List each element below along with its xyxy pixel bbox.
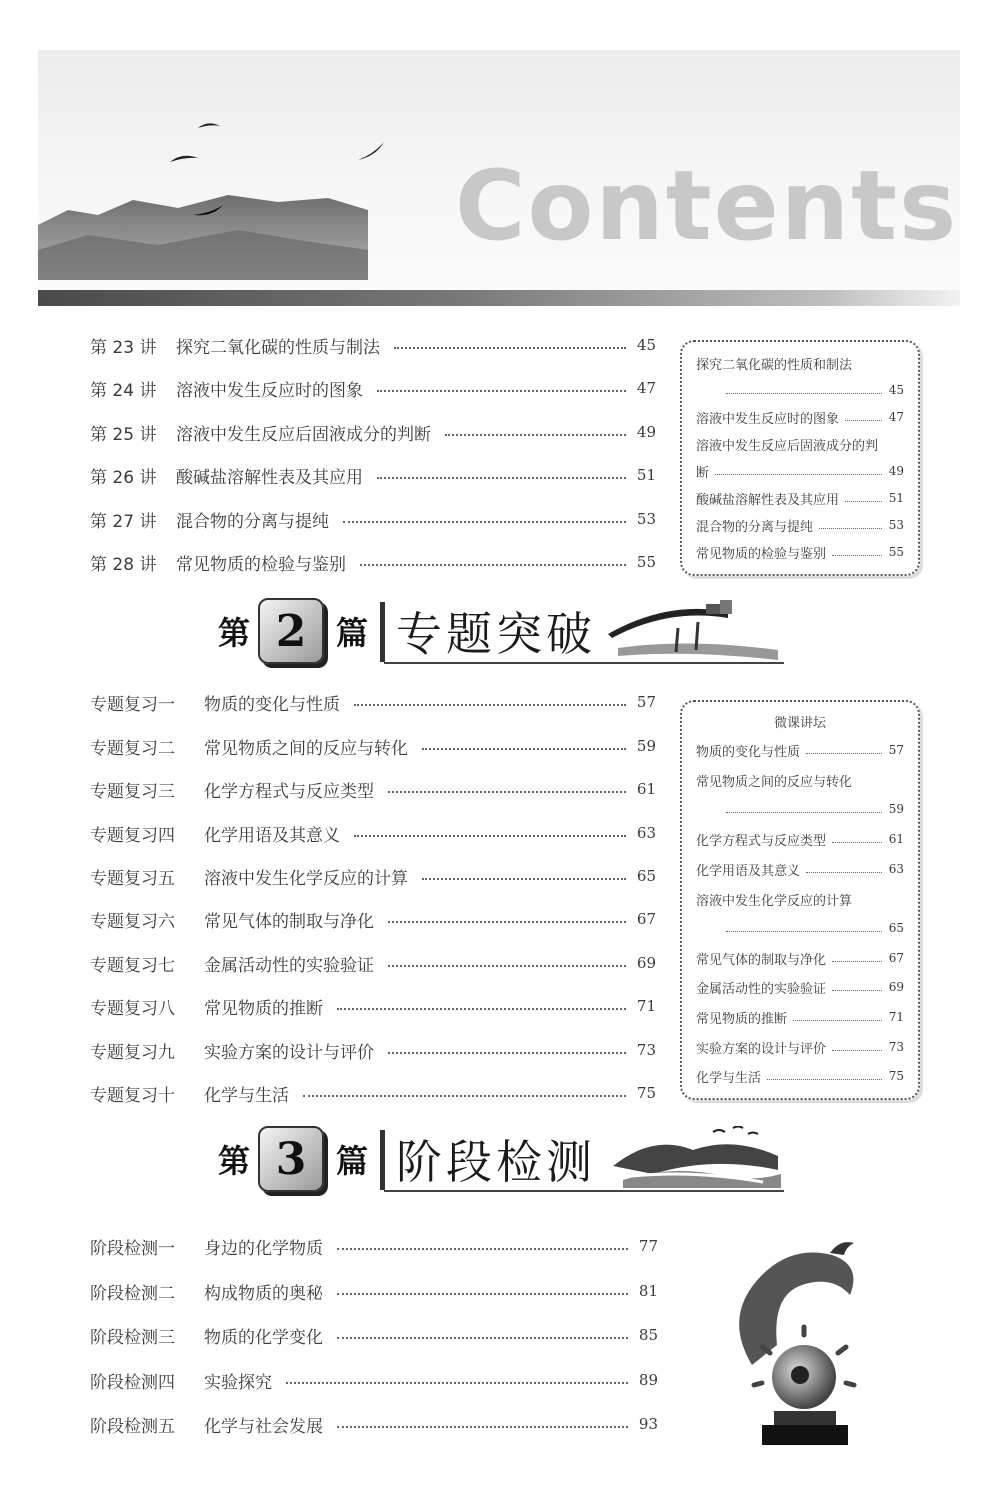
- side-item[interactable]: [696, 462, 904, 480]
- toc-row[interactable]: [90, 462, 656, 488]
- section-number-cube: [258, 598, 324, 664]
- review-number: 专题复习十: [90, 1085, 175, 1106]
- toc-row[interactable]: [90, 375, 656, 401]
- review-number: 专题复习一: [90, 694, 175, 715]
- review-title: 实验方案的设计与评价: [204, 1042, 374, 1063]
- page-number: 61: [636, 780, 656, 798]
- dot-leader: [767, 1079, 882, 1080]
- review-number: 专题复习五: [90, 868, 175, 889]
- dot-leader: [388, 791, 626, 793]
- page-number: 59: [636, 737, 656, 755]
- side-item[interactable]: [696, 1038, 904, 1056]
- toc-row[interactable]: [90, 419, 656, 445]
- side-item[interactable]: [696, 741, 904, 759]
- review-title: 化学方程式与反应类型: [204, 781, 374, 802]
- side-item-title: 常见物质的推断: [696, 1011, 788, 1027]
- dot-leader: [806, 872, 882, 873]
- sun-bird-sculpture-illustration: [722, 1235, 872, 1450]
- dot-leader: [388, 921, 626, 923]
- dot-leader: [343, 521, 626, 523]
- dot-leader: [726, 812, 882, 813]
- lecture-title: 溶液中发生反应时的图象: [176, 380, 363, 401]
- dot-leader: [377, 390, 626, 392]
- dot-leader: [445, 434, 626, 436]
- page-number: 55: [636, 553, 656, 571]
- dot-leader: [388, 1052, 626, 1054]
- section-title: 专题突破: [396, 607, 596, 661]
- dot-leader: [337, 1293, 628, 1295]
- side-item[interactable]: [696, 408, 904, 426]
- page-number: 77: [638, 1237, 658, 1255]
- side-item[interactable]: [696, 890, 904, 908]
- lecture-number: 第 23 讲: [90, 337, 157, 358]
- dot-leader: [337, 1337, 628, 1339]
- dot-leader: [388, 965, 626, 967]
- section-number: 3: [275, 1133, 307, 1185]
- toc-row[interactable]: [90, 993, 656, 1019]
- contents-title: Contents: [455, 150, 959, 262]
- dot-leader: [845, 501, 882, 502]
- test-number: 阶段检测五: [90, 1416, 175, 1437]
- lecture-number: 第 26 讲: [90, 467, 157, 488]
- side-item-title: 酸碱盐溶解性表及其应用: [696, 492, 840, 508]
- toc-row[interactable]: [90, 733, 656, 759]
- section-suffix: 篇: [336, 1142, 369, 1180]
- side-item[interactable]: [696, 800, 904, 818]
- review-title: 金属活动性的实验验证: [204, 955, 374, 976]
- page-number: 73: [636, 1041, 656, 1059]
- toc-row[interactable]: [90, 332, 656, 358]
- page-number: 93: [638, 1415, 658, 1433]
- side-item-title: 化学方程式与反应类型: [696, 833, 827, 849]
- page-number: 59: [888, 802, 904, 816]
- section-suffix: 篇: [336, 614, 369, 652]
- toc-row[interactable]: [90, 1411, 658, 1437]
- toc-row[interactable]: [90, 689, 656, 715]
- page-number: 57: [888, 743, 904, 757]
- section-banner-2: [218, 598, 788, 670]
- dot-leader: [354, 835, 626, 837]
- page-number: 55: [888, 545, 904, 559]
- review-number: 专题复习二: [90, 738, 175, 759]
- test-title: 构成物质的奥秘: [204, 1283, 323, 1304]
- river-landscape-illustration: [613, 1126, 783, 1196]
- side-item-title: 化学用语及其意义: [696, 863, 801, 879]
- dot-leader: [819, 528, 882, 529]
- toc-row[interactable]: [90, 863, 656, 889]
- review-title: 常见物质之间的反应与转化: [204, 738, 408, 759]
- side-heading-text: 微课讲坛: [773, 715, 826, 731]
- side-item[interactable]: [696, 830, 904, 848]
- page-number: 57: [636, 693, 656, 711]
- dot-leader: [832, 961, 882, 962]
- banner-divider: [380, 602, 385, 662]
- toc-row[interactable]: [90, 820, 656, 846]
- section-title: 阶段检测: [396, 1135, 596, 1189]
- toc-row[interactable]: [90, 1037, 656, 1063]
- side-item[interactable]: [696, 1067, 904, 1085]
- side-item[interactable]: [696, 978, 904, 996]
- lecture-title: 混合物的分离与提纯: [176, 511, 329, 532]
- page-number: 47: [888, 410, 904, 424]
- page-number: 75: [888, 1069, 904, 1083]
- side-item-title: 探究二氧化碳的性质和制法: [696, 357, 853, 373]
- dot-leader: [422, 748, 626, 750]
- toc-row[interactable]: [90, 776, 656, 802]
- page-number: 71: [888, 1010, 904, 1024]
- toc-row[interactable]: [90, 1233, 658, 1259]
- test-number: 阶段检测三: [90, 1327, 175, 1348]
- lecture-number: 第 25 讲: [90, 424, 157, 445]
- toc-row[interactable]: [90, 1080, 656, 1106]
- lecture-title: 溶液中发生反应后固液成分的判断: [176, 424, 431, 445]
- section-number-cube: [258, 1126, 324, 1192]
- header-divider: [38, 290, 960, 306]
- toc-row[interactable]: [90, 906, 656, 932]
- side-item-title: 金属活动性的实验验证: [696, 981, 827, 997]
- side-item-title: 物质的变化与性质: [696, 744, 801, 760]
- page-number: 45: [636, 336, 656, 354]
- page-number: 53: [888, 518, 904, 532]
- dot-leader: [377, 477, 626, 479]
- side-box-part1: [680, 340, 920, 576]
- side-box-micro-lecture: [680, 700, 920, 1100]
- toc-row[interactable]: [90, 950, 656, 976]
- side-item[interactable]: [696, 381, 904, 399]
- dot-leader: [360, 564, 626, 566]
- side-item-title: 常见气体的制取与净化: [696, 952, 827, 968]
- review-title: 常见物质的推断: [204, 998, 323, 1019]
- page-number: 47: [636, 379, 656, 397]
- page-number: 75: [636, 1084, 656, 1102]
- side-item-title: 化学与生活: [696, 1070, 762, 1086]
- side-item[interactable]: [696, 516, 904, 534]
- test-number: 阶段检测一: [90, 1238, 175, 1259]
- page-number: 81: [638, 1282, 658, 1300]
- dot-leader: [793, 1020, 882, 1021]
- page-number: 49: [888, 464, 904, 478]
- side-item-title: 混合物的分离与提纯: [696, 519, 814, 535]
- dot-leader: [303, 1095, 626, 1097]
- test-number: 阶段检测二: [90, 1283, 175, 1304]
- page-number: 49: [636, 423, 656, 441]
- page-number: 69: [636, 954, 656, 972]
- side-item[interactable]: [696, 919, 904, 937]
- section-number: 2: [275, 605, 307, 657]
- side-item[interactable]: [696, 860, 904, 878]
- dot-leader: [337, 1426, 628, 1428]
- section-banner-3: [218, 1126, 788, 1198]
- side-item-title: 断: [696, 465, 710, 481]
- test-title: 物质的化学变化: [204, 1327, 323, 1348]
- dot-leader: [845, 420, 882, 421]
- page-number: 65: [888, 921, 904, 935]
- lecture-title: 酸碱盐溶解性表及其应用: [176, 467, 363, 488]
- review-number: 专题复习八: [90, 998, 175, 1019]
- page-number: 53: [636, 510, 656, 528]
- page-number: 67: [888, 951, 904, 965]
- toc-row[interactable]: [90, 549, 656, 575]
- section-prefix: 第: [218, 614, 251, 652]
- review-title: 常见气体的制取与净化: [204, 911, 374, 932]
- lecture-title: 常见物质的检验与鉴别: [176, 554, 346, 575]
- page-number: 71: [636, 997, 656, 1015]
- page-number: 69: [888, 980, 904, 994]
- dot-leader: [422, 878, 626, 880]
- toc-row[interactable]: [90, 1278, 658, 1304]
- dot-leader: [726, 931, 882, 932]
- review-number: 专题复习三: [90, 781, 175, 802]
- side-item-title: 常见物质之间的反应与转化: [696, 774, 853, 790]
- toc-row[interactable]: [90, 1322, 658, 1348]
- toc-row[interactable]: [90, 1367, 658, 1393]
- side-item[interactable]: [696, 435, 904, 453]
- review-title: 化学用语及其意义: [204, 825, 340, 846]
- side-item-title: 实验方案的设计与评价: [696, 1041, 827, 1057]
- lecture-number: 第 24 讲: [90, 380, 157, 401]
- side-item[interactable]: [696, 489, 904, 507]
- dot-leader: [832, 990, 882, 991]
- review-number: 专题复习六: [90, 911, 175, 932]
- side-item-title: 溶液中发生反应后固液成分的判: [696, 438, 879, 454]
- side-item[interactable]: [696, 1008, 904, 1026]
- review-title: 化学与生活: [204, 1085, 289, 1106]
- side-item[interactable]: [696, 354, 904, 372]
- test-title: 化学与社会发展: [204, 1416, 323, 1437]
- lecture-number: 第 28 讲: [90, 554, 157, 575]
- dot-leader: [394, 347, 626, 349]
- side-item-title: 溶液中发生化学反应的计算: [696, 893, 853, 909]
- dot-leader: [832, 842, 882, 843]
- dot-leader: [806, 753, 882, 754]
- review-number: 专题复习四: [90, 825, 175, 846]
- dot-leader: [337, 1248, 628, 1250]
- review-number: 专题复习七: [90, 955, 175, 976]
- side-item-title: 常见物质的检验与鉴别: [696, 546, 827, 562]
- page-number: 85: [638, 1326, 658, 1344]
- review-number: 专题复习九: [90, 1042, 175, 1063]
- page-number: 73: [888, 1040, 904, 1054]
- section-prefix: 第: [218, 1142, 251, 1180]
- side-item[interactable]: [696, 771, 904, 789]
- dot-leader: [832, 1050, 882, 1051]
- test-title: 身边的化学物质: [204, 1238, 323, 1259]
- dot-leader: [354, 704, 626, 706]
- page-number: 63: [888, 862, 904, 876]
- dot-leader: [715, 474, 882, 475]
- page-number: 61: [888, 832, 904, 846]
- page-number: 89: [638, 1371, 658, 1389]
- page-number: 63: [636, 824, 656, 842]
- dot-leader: [337, 1008, 626, 1010]
- side-item[interactable]: [696, 543, 904, 561]
- review-title: 溶液中发生化学反应的计算: [204, 868, 408, 889]
- page-number: 51: [636, 466, 656, 484]
- banner-divider: [380, 1130, 385, 1190]
- page-number: 51: [888, 491, 904, 505]
- side-item-title: 溶液中发生反应时的图象: [696, 411, 840, 427]
- side-item[interactable]: [696, 949, 904, 967]
- page-number: 45: [888, 383, 904, 397]
- dot-leader: [832, 555, 882, 556]
- side-heading: [696, 712, 904, 730]
- test-number: 阶段检测四: [90, 1372, 175, 1393]
- dot-leader: [726, 393, 882, 394]
- lecture-title: 探究二氧化碳的性质与制法: [176, 337, 380, 358]
- toc-row[interactable]: [90, 506, 656, 532]
- page-number: 67: [636, 910, 656, 928]
- lecture-number: 第 27 讲: [90, 511, 157, 532]
- bridge-illustration: [608, 598, 783, 664]
- dot-leader: [286, 1382, 628, 1384]
- page-number: 65: [636, 867, 656, 885]
- test-title: 实验探究: [204, 1372, 272, 1393]
- review-title: 物质的变化与性质: [204, 694, 340, 715]
